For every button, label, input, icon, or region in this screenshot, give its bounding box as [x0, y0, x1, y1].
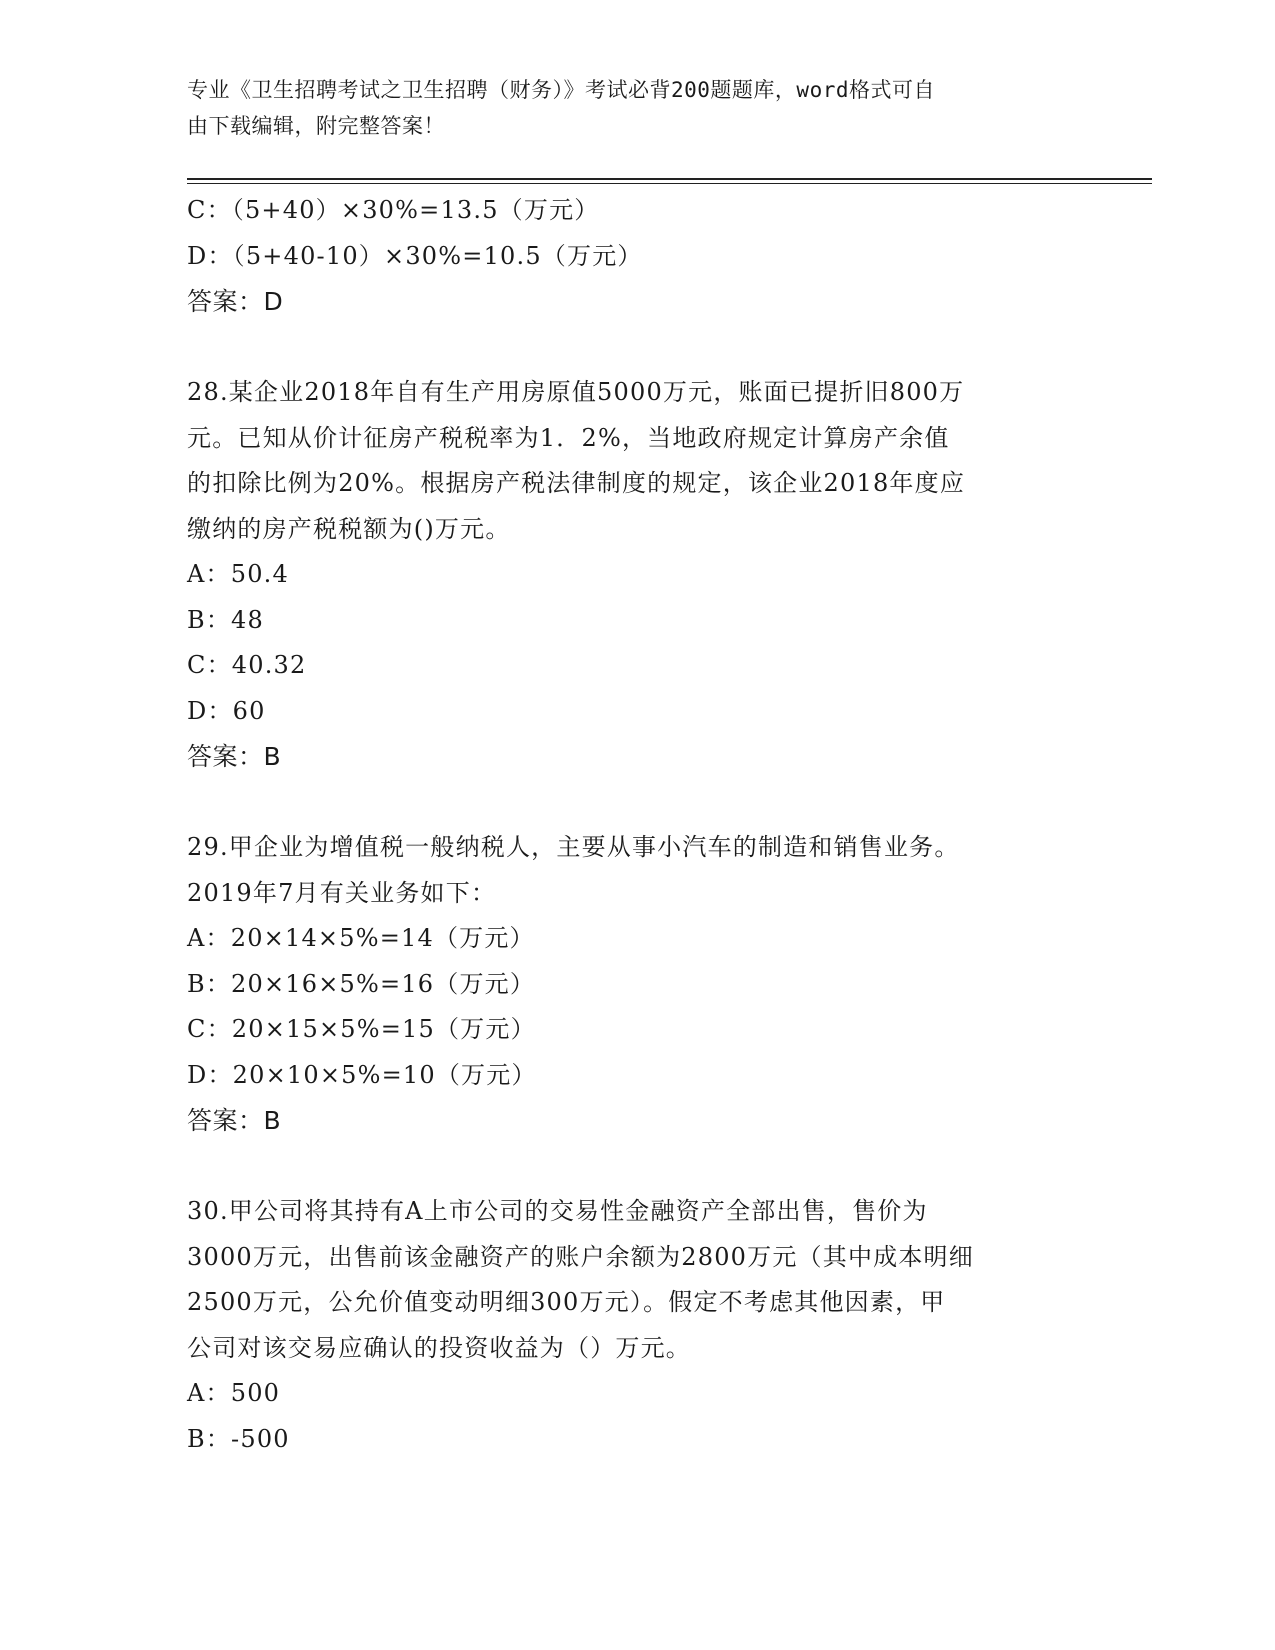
option-d: D：（5+40-10）×30%=10.5（万元）	[187, 241, 643, 270]
option-a: A：500	[187, 1379, 281, 1407]
question-stem-line: 2019年7月有关业务如下：	[187, 878, 497, 907]
option-b: B：-500	[187, 1424, 290, 1453]
header-line-1: 专业《卫生招聘考试之卫生招聘（财务）》考试必背200题题库，word格式可自	[187, 78, 935, 102]
option-a: A：50.4	[187, 560, 289, 588]
option-a: A：20×14×5%=14（万元）	[187, 924, 535, 952]
question-27-tail	[187, 188, 1087, 325]
question-29	[187, 825, 1087, 1144]
option-d: D：20×10×5%=10（万元）	[187, 1060, 537, 1089]
question-stem-line: 元。已知从价计征房产税税率为1．2%，当地政府规定计算房产余值	[187, 423, 950, 452]
answer: 答案：B	[187, 1106, 282, 1135]
option-c: C：40.32	[187, 651, 307, 679]
option-c: C：20×15×5%=15（万元）	[187, 1015, 536, 1043]
question-stem-line: 3000万元，出售前该金融资产的账户余额为2800万元（其中成本明细	[187, 1242, 974, 1271]
option-b: B：20×16×5%=16（万元）	[187, 969, 536, 998]
spacer	[187, 1144, 1087, 1190]
question-stem-line: 的扣除比例为20%。根据房产税法律制度的规定，该企业2018年度应	[187, 469, 966, 497]
option-d: D：60	[187, 696, 266, 725]
answer: 答案：D	[187, 287, 284, 316]
option-c: C：（5+40）×30%=13.5（万元）	[187, 196, 600, 224]
question-list	[187, 188, 1087, 1462]
question-stem-line: 缴纳的房产税税额为()万元。	[187, 514, 511, 543]
answer: 答案：B	[187, 742, 282, 771]
question-stem-line: 30.甲公司将其持有A上市公司的交易性金融资产全部出售，售价为	[187, 1197, 928, 1225]
header-divider-thin	[187, 183, 1152, 184]
header-line-2: 由下载编辑，附完整答案！	[187, 114, 445, 138]
question-stem-line: 29.甲企业为增值税一般纳税人，主要从事小汽车的制造和销售业务。	[187, 833, 960, 861]
option-b: B：48	[187, 605, 264, 634]
question-stem-line: 2500万元，公允价值变动明细300万元）。假定不考虑其他因素，甲	[187, 1288, 946, 1316]
question-28	[187, 370, 1087, 780]
document-header	[187, 72, 1067, 144]
spacer	[187, 780, 1087, 826]
question-stem-line: 公司对该交易应确认的投资收益为（）万元。	[187, 1333, 691, 1362]
question-30	[187, 1189, 1087, 1462]
spacer	[187, 325, 1087, 371]
header-divider-thick	[187, 178, 1152, 180]
question-stem-line: 28.某企业2018年自有生产用房原值5000万元，账面已提折旧800万	[187, 378, 965, 406]
